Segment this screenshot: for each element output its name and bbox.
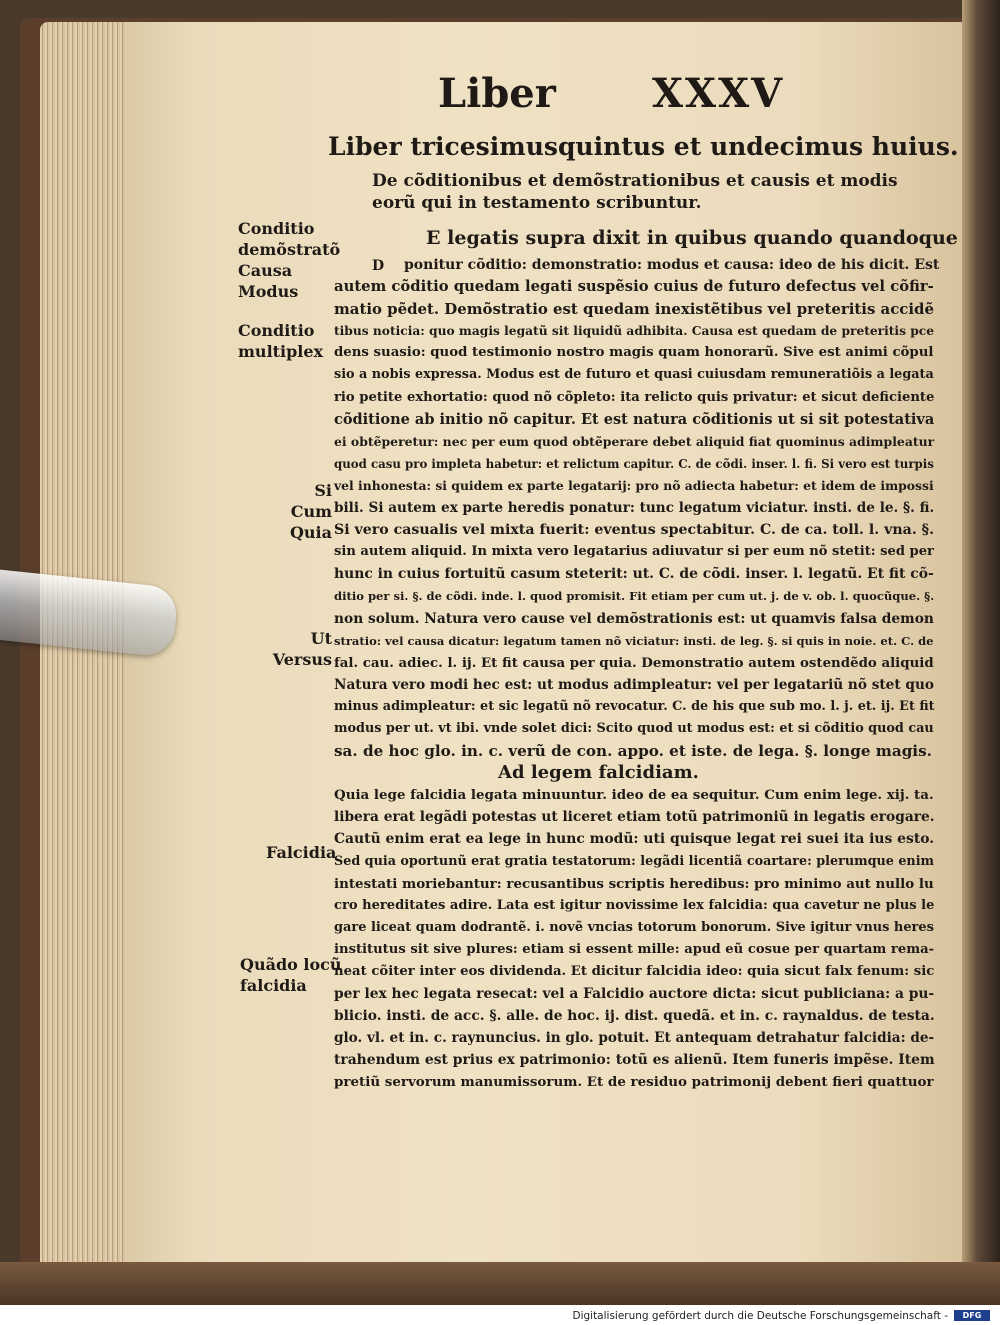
margin-note: Versus (272, 650, 332, 669)
margin-note: Quãdo locũ (240, 955, 342, 974)
running-head (438, 70, 818, 120)
text-line: Sed quia oportunũ erat gratia testatorum: legãdi licentiã coartare: plerumque enim (334, 853, 935, 869)
text-line: libera erat legãdi potestas ut liceret etiam totũ patrimoniũ in legatis erogare. (334, 809, 935, 826)
margin-note-group (270, 628, 332, 670)
margin-note: Falcidia (266, 843, 337, 862)
text-line: modus per ut. vt ibi. vnde solet dici: Scito quod ut modus est: et si cõditio quod cau (334, 720, 934, 736)
margin-note-group (288, 480, 332, 543)
text-line: bili. Si autem ex parte heredis ponatur: tunc legatum viciatur. insti. de le. §. fi. (334, 500, 935, 517)
text-line: non solum. Natura vero cause vel demõstrationis est: ut quamvis falsa demon (334, 610, 934, 627)
margin-note: multiplex (238, 342, 324, 361)
text-line: tibus noticia: quo magis legatũ sit liquidũ adhibita. Causa est quedam de preteritis pce (334, 324, 935, 339)
opening-line: E legatis supra dixit in quibus quando quandoque (426, 227, 958, 249)
text-line: vel inhonesta: si quidem ex parte legatarij: pro nõ adiecta habetur: et idem de impossi (334, 477, 934, 493)
rubric-line: De cõditionibus et demõstrationibus et causis et modis (372, 171, 898, 191)
text-line: dens suasio: quod testimonio nostro magis quam honorarũ. Sive est animi cõpul (334, 345, 934, 361)
text-line: Natura vero modi hec est: ut modus adimpleatur: vel per legatariũ nõ stet quo (334, 676, 934, 693)
text-line: ditio per si. §. de cõdi. inde. l. quod promisit. Fit etiam per cum ut. j. de v. ob. l. quocũque. §. (334, 589, 935, 604)
text-line: Cautũ enim erat ea lege in hunc modũ: uti quisque legat rei suei ita ius esto. (334, 831, 935, 848)
text-line: matio pẽdet. Demõstratio est quedam inexistẽtibus vel preteritis accidẽ (334, 300, 934, 319)
margin-note-group (238, 218, 340, 302)
text-line: quod casu pro impleta habetur: et relictum capitur. C. de cõdi. inser. l. fi. Si vero est turpis (334, 456, 934, 471)
margin-note-group (238, 320, 323, 362)
text-line: stratio: vel causa dicatur: legatum tamen nõ viciatur: insti. de leg. §. si quis in noie. et. C. de (334, 633, 934, 648)
margin-note: Conditio (238, 321, 315, 340)
text-line: sa. de hoc glo. in. c. verũ de con. appo. et iste. de lega. §. longe magis. (334, 742, 932, 761)
running-head-word: Liber (438, 70, 556, 117)
margin-note: Quia (289, 523, 332, 542)
margin-note: Modus (238, 282, 299, 301)
text-line: intestati moriebantur: recusantibus scriptis heredibus: pro minimo aut nullo lu (334, 875, 934, 892)
running-head-number: XXXV (652, 70, 785, 117)
text-line: neat cõiter inter eos dividenda. Et dicitur falcidia ideo: quia sicut falx fenum: sic (334, 964, 935, 979)
footer-credit: Digitalisierung gefördert durch die Deutsche Forschungsgemeinschaft - (572, 1310, 948, 1322)
text-line: pretiũ servorum manumissorum. Et de residuo patrimonij debent fieri quattuor (334, 1074, 934, 1091)
margin-note: Cum (290, 502, 332, 521)
text-line: rio petite exhortatio: quod nõ cõpleto: ita relicto quis privatur: et sicut deficiente (334, 389, 935, 405)
text-line: cro hereditates adire. Lata est igitur novissime lex falcidia: qua cavetur ne plus le (334, 897, 935, 913)
text-line: trahendum est prius ex patrimonio: totũ es alienũ. Item funeris impẽse. Item (334, 1052, 935, 1069)
section-heading: Ad legem falcidiam. (498, 762, 699, 784)
text-line: gare liceat quam dodrantẽ. i. novẽ vncias totorum bonorum. Sive igitur vnus heres (334, 919, 934, 935)
text-line: Si vero casualis vel mixta fuerit: eventus spectabitur. C. de ca. toll. l. vna. §. (334, 522, 935, 539)
footer-bar (0, 1305, 1000, 1325)
text-line: ei obtẽperetur: nec per eum quod obtẽperare debet aliquid fiat quominus adimpleatur (334, 433, 935, 449)
margin-note: falcidia (240, 976, 307, 995)
body-text (334, 222, 958, 1094)
margin-note: Ut (310, 629, 332, 648)
rubric-line: eorũ qui in testamento scribuntur. (372, 193, 702, 213)
text-line: minus adimpleatur: et sic legatũ nõ revocatur. C. de his que sub mo. l. j. et. ij. Et fit (334, 698, 935, 714)
text-line: institutus sit sive plures: etiam si essent mille: apud eũ cosue per quartam rema- (334, 941, 935, 957)
text-line: hunc in cuius fortuitũ casum steterit: ut. C. de cõdi. inser. l. legatũ. Et fit cõ- (334, 566, 934, 583)
text-line: blicio. insti. de acc. §. alle. de hoc. ij. dist. quedã. et in. c. raynaldus. de testa. (334, 1008, 935, 1025)
margin-note-group (240, 954, 342, 996)
text-line: glo. vl. et in. c. raynuncius. in glo. potuit. Et antequam detrahatur falcidia: de- (334, 1030, 935, 1047)
text-line: sin autem aliquid. In mixta vero legatarius adiuvatur si per eum nõ stetit: sed per (334, 544, 934, 560)
margin-note: demõstratõ (238, 240, 341, 259)
text-line: cõditione ab initio nõ capitur. Et est natura cõditionis ut si sit potestativa (334, 410, 935, 428)
text-line: per lex hec legata resecat: vel a Falcidio auctore dicta: sicut publiciana: a pu- (334, 986, 935, 1003)
margin-note: Si (314, 481, 332, 500)
text-line: autem cõditio quedam legati suspẽsio cuius de futuro defectus vel cõfir- (334, 278, 934, 296)
book-title: Liber tricesimusquintus et undecimus huius. (328, 132, 959, 161)
margin-note-group (266, 842, 336, 863)
dfg-logo: DFG (954, 1310, 990, 1321)
book-gutter (962, 0, 1000, 1305)
text-line: fal. cau. adiec. l. ij. Et fit causa per quia. Demonstratio autem ostendẽdo aliquid (334, 654, 934, 671)
chapter-rubric (372, 170, 898, 214)
text-line: ponitur cõditio: demonstratio: modus et causa: ideo de his dicit. Est (404, 257, 940, 273)
text-line: sio a nobis expressa. Modus est de futuro et quasi cuiusdam remuneratiõis a legata (334, 367, 934, 383)
margin-note: Causa (238, 261, 293, 280)
text-line: Quia lege falcidia legata minuuntur. ideo de ea sequitur. Cum enim lege. xij. ta. (334, 787, 934, 804)
book-bottom-edge (0, 1262, 1000, 1305)
initial-letter: D (372, 258, 385, 274)
margin-note: Conditio (238, 219, 315, 238)
